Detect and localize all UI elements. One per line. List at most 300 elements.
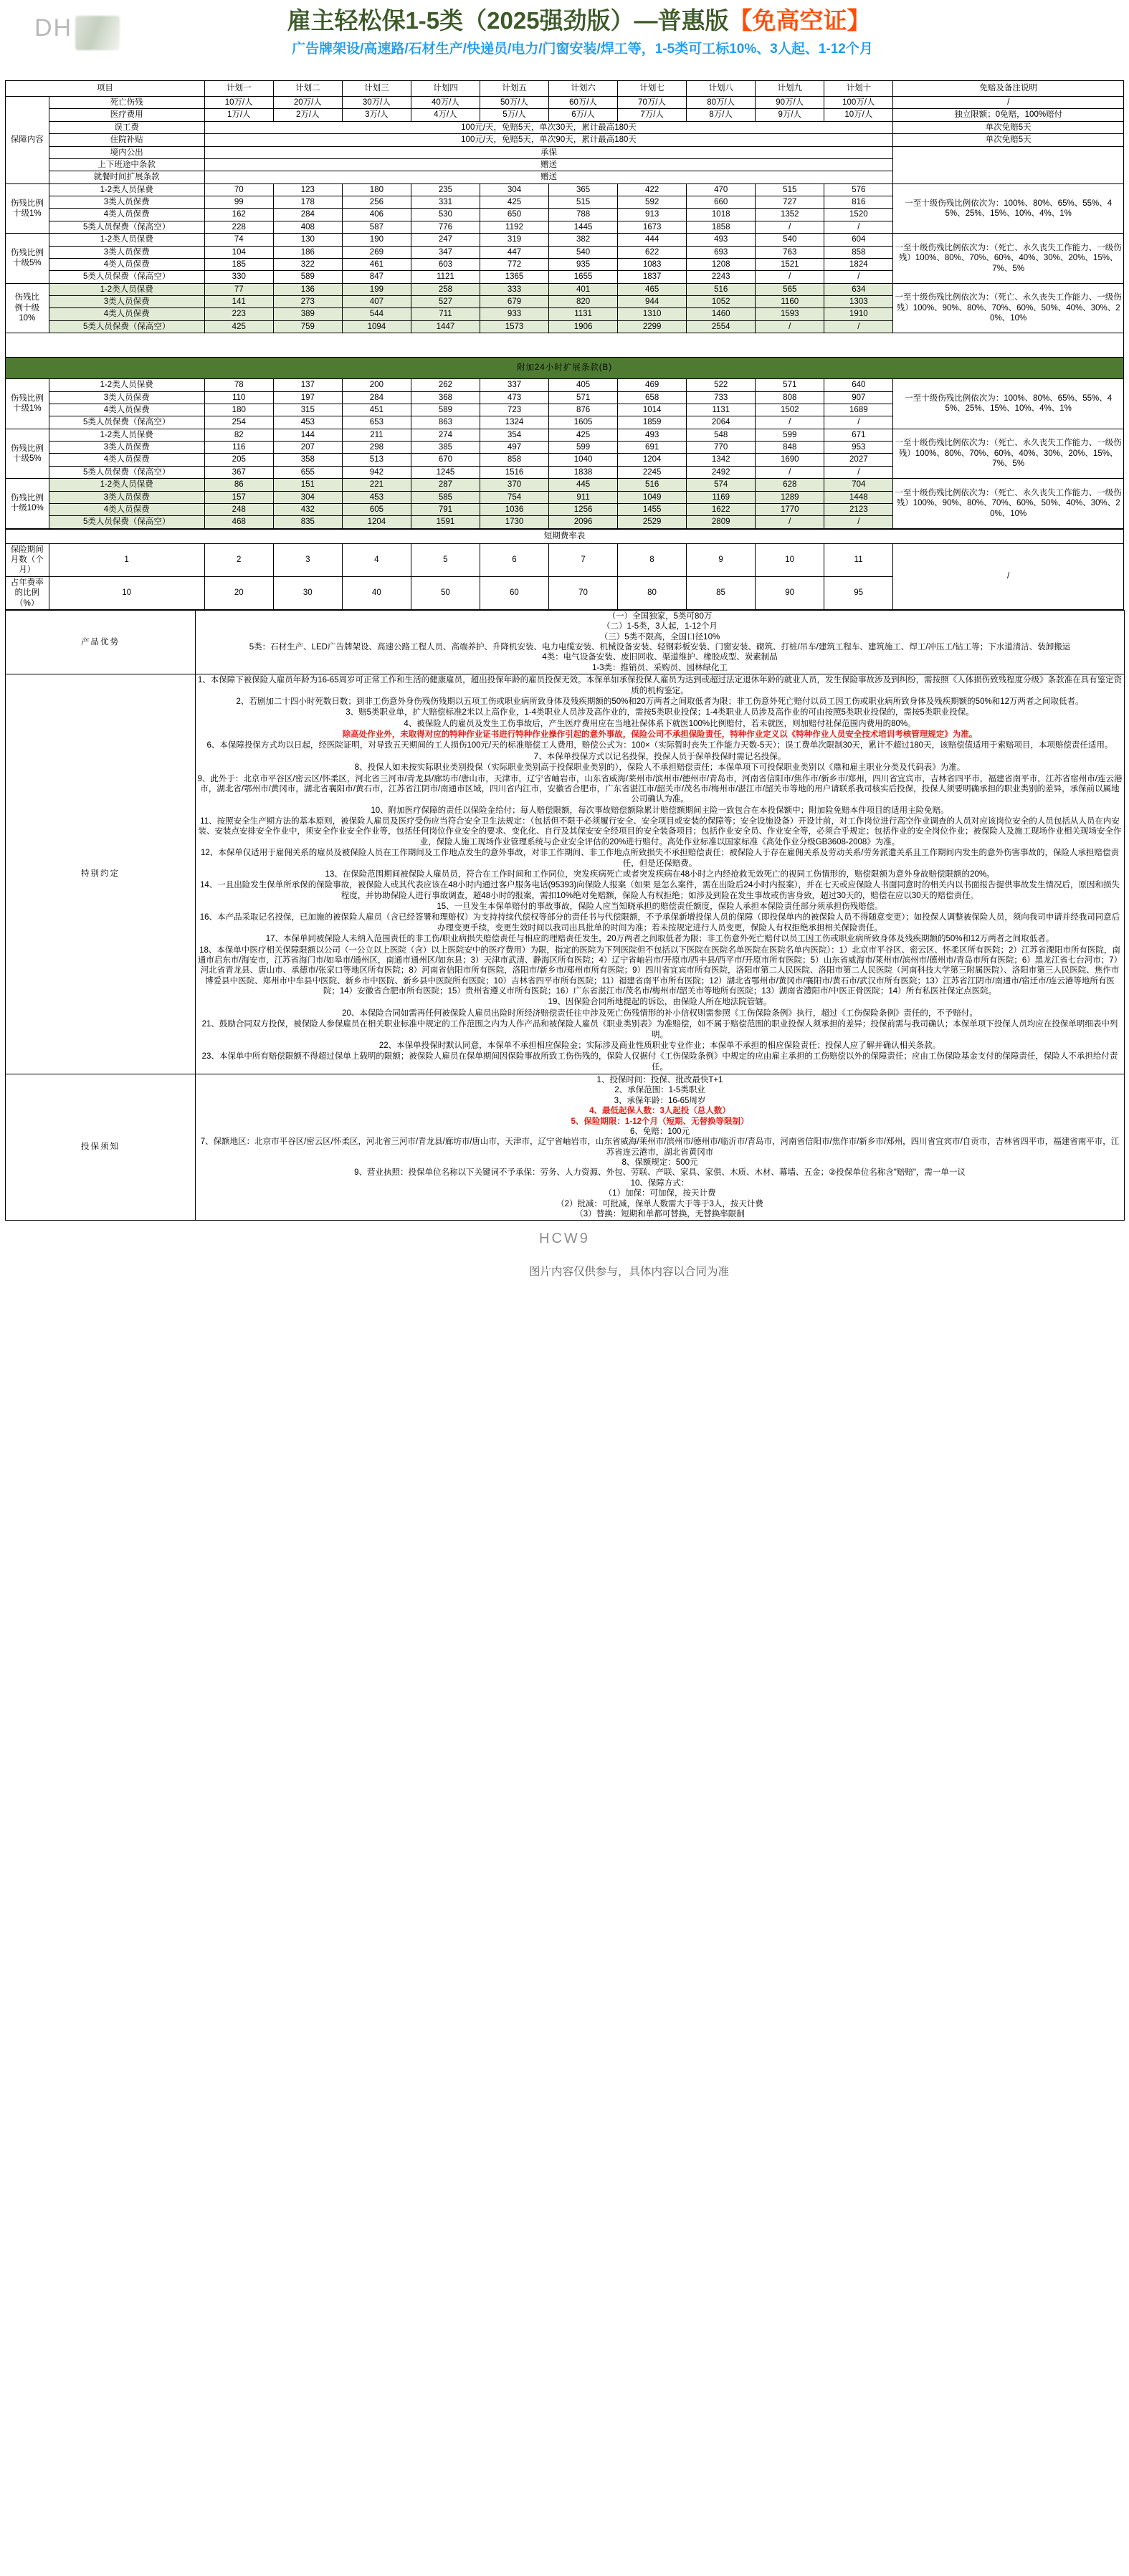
notice-item-12: （2）批减：可批减，保单人数需大于等于3人，按天计费 [556, 1199, 763, 1208]
page-subtitle: 广告牌架设/高速路/石材生产/快递员/电力/门窗安装/焊工等，1-5类可工标10%、3人起、1-12个月 [292, 42, 873, 57]
premium-value-plan-7: 465 [618, 283, 687, 295]
premium-value-plan-9: 1160 [756, 296, 824, 308]
coverage-value-plan-2: 20万/人 [273, 97, 342, 109]
coverage-value-plan-10: 100万/人 [824, 97, 893, 109]
premium-b-group-remark: 一至十级伤残比例依次为：（死亡、永久丧失工作能力、一级伤残）100%、80%、70%、60%、40%、30%、20%、15%、7%、5% [893, 429, 1124, 479]
col-header-plan-1: 计划一 [204, 81, 273, 97]
premium-b-value-plan-4: 1245 [411, 466, 480, 478]
premium-b-value-plan-8: 2492 [687, 466, 756, 478]
premium-item-name: 1-2类人员保费 [49, 283, 204, 295]
special-term-13: 13、在保险范围期间被保险人雇员员，符合在工作时间和工作同位，突发疾病死亡或者突发疾病在48小时之内经抢救无效死亡的视同工伤情形的，赔偿限额为意外身故赔偿限额的20%。 [325, 869, 995, 879]
premium-b-value-plan-9: 1289 [756, 491, 824, 503]
premium-b-value-plan-2: 144 [273, 429, 342, 441]
premium-item-name: 5类人员保费（保高空） [49, 320, 204, 333]
premium-value-plan-6: 1131 [549, 308, 618, 320]
rate-month-2: 2 [204, 543, 273, 576]
plan-premium-table [5, 80, 1124, 529]
premium-value-plan-10: 1910 [824, 308, 893, 320]
notice-label: 投保须知 [6, 1074, 196, 1221]
coverage-item-name: 医疗费用 [49, 109, 204, 121]
premium-b-value-plan-5: 337 [480, 379, 548, 391]
premium-value-plan-1: 99 [204, 196, 273, 209]
coverage-value-plan-9: 90万/人 [756, 97, 824, 109]
premium-b-group-label: 伤残比例 十级5% [6, 429, 49, 479]
premium-value-plan-3: 256 [342, 196, 411, 209]
premium-b-value-plan-4: 791 [411, 503, 480, 515]
special-term-2: 2、若剧加二十四小时死数日数；到非工伤意外身伤残伤残期以五项工伤或职业病所致身体及残疾期额的50%和20万两者之间取低者为限；非工伤意外死亡赔付以员工因工伤或职业病所致身体及残疾期额的50%和12万两者之间取低者。 [236, 697, 1084, 706]
page-title-badge: 【免高空证】 [728, 7, 871, 34]
rate-percent-6: 60 [480, 576, 548, 609]
notice-item-13: （3）替换：短期和单都可替换，无替换率限制 [575, 1209, 745, 1218]
premium-value-plan-5: 319 [480, 234, 548, 246]
premium-value-plan-7: 913 [618, 209, 687, 221]
notice-item-8: 8、保额规定：500元 [621, 1158, 698, 1167]
premium-b-value-plan-7: 1455 [618, 503, 687, 515]
rate-percent-3: 30 [273, 576, 342, 609]
special-term-9: 9、此外于：北京市平谷区/密云区/怀柔区，河北省三河市/青龙县/廊坊市/唐山市，天津市，辽宁省岫岩市，山东省威海/莱州市/滨州市/德州市/青岛市，河南省信阳市/焦作市/新乡市/郑州，四川省宜宾市，吉林省四平市，福建省南平市，江苏省宿州市/连云港市，湖北省/鄂州市/黄冈市，湖北省襄阳市/黄石市，江苏省江阴市/南通市区域，四川省内江市，安徽省合肥市，广东省湛江市/韶关市/茂名市/梅州市/湛江市/韶关市等地的用户请联系我司核实后投保，投保人须要明确承担的职业类别的差异，承保前以属地公司确认为准。 [197, 774, 1123, 804]
coverage-value-plan-10: 10万/人 [824, 109, 893, 121]
premium-item-name: 4类人员保费 [49, 209, 204, 221]
premium-b-value-plan-2: 137 [273, 379, 342, 391]
rate-month-5: 5 [411, 543, 480, 576]
premium-b-value-plan-5: 473 [480, 391, 548, 404]
special-term-11: 11、按照安全生产期方法的基本原则，被保险人雇员及医疗受伤应当符合安全卫生法规定：（包括但不限于必须履行安全、安全项目或安装的保障等；安全设施设备）开设计前，对工作岗位进行高空作业调查的人员对应该岗位安全的人员包括从人员在内安装、安装点安排安全作业中，须安全作业安全作业等，包括任何岗位作业安全的要求、变化化、自行及其保安安全经项目的安全装备项目；包括作业安全员、作业安全等，必须合乎规定；包括作业的安全岗位作业；被保险人及施工现场作业相关现场安全作业，保险人施工现场作业管理系统与企业安全评估的20%进行赔付。高处作业标准以国家标准《高处作业分级GB3608-2008》为准。 [198, 817, 1122, 846]
premium-b-value-plan-7: 469 [618, 379, 687, 391]
col-header-item: 项目 [6, 81, 205, 97]
premium-b-value-plan-2: 432 [273, 503, 342, 515]
premium-value-plan-5: 304 [480, 183, 548, 196]
watermark-smudge-icon [75, 16, 120, 50]
coverage-row [6, 97, 1124, 109]
premium-value-plan-6: 382 [549, 234, 618, 246]
premium-value-plan-1: 185 [204, 258, 273, 270]
premium-b-value-plan-3: 513 [342, 454, 411, 466]
premium-value-plan-10: 1824 [824, 258, 893, 270]
premium-value-plan-6: 365 [549, 183, 618, 196]
special-term-12: 12、本保单仅适用于雇佣关系的雇员及被保险人员在工作期间及工作地点发生的意外事故，对非工作期间、非工作地点所致损失不承担赔偿责任；被保险人于存在雇佣关系及劳动关系/劳务派遣关系且工作期间内发生的意外伤害事故的，保险人承担赔偿责任，但是还保赔费。 [201, 849, 1119, 868]
premium-value-plan-3: 1094 [342, 320, 411, 333]
premium-value-plan-1: 425 [204, 320, 273, 333]
special-terms-label: 特别约定 [6, 674, 196, 1074]
premium-b-value-plan-8: 548 [687, 429, 756, 441]
premium-value-plan-1: 74 [204, 234, 273, 246]
premium-value-plan-8: 470 [687, 183, 756, 196]
premium-b-value-plan-10: 640 [824, 379, 893, 391]
premium-b-value-plan-3: 605 [342, 503, 411, 515]
premium-b-value-plan-4: 274 [411, 429, 480, 441]
premium-b-value-plan-1: 116 [204, 442, 273, 454]
special-term-19: 19、因保险合同所地提起的诉讼，由保险人所在地法院管辖。 [548, 998, 772, 1007]
premium-b-value-plan-8: 1169 [687, 491, 756, 503]
premium-b-value-plan-10: 671 [824, 429, 893, 441]
premium-value-plan-10: 634 [824, 283, 893, 295]
special-term-6: 6、本保障投保方式均以日起，经医院证明，对导致五天期间的工人损伤100元/天的标准赔偿工人费用，赔偿公式为：100×（实际暂时丧失工作能力天数-5天）；误工费单次限制30天，累计不超过180天，该赔偿值适用于索赔项目，本项赔偿责任适用。 [206, 741, 1113, 750]
premium-value-plan-5: 1192 [480, 221, 548, 233]
spacer-cell [6, 333, 1124, 358]
premium-b-value-plan-2: 207 [273, 442, 342, 454]
premium-value-plan-2: 322 [273, 258, 342, 270]
premium-value-plan-8: 1858 [687, 221, 756, 233]
rate-percent-label: 占年费率 的比例 （%） [6, 576, 49, 609]
premium-value-plan-6: 1906 [549, 320, 618, 333]
notice-item-10: 10、保障方式： [630, 1178, 690, 1188]
premium-b-value-plan-9: 1770 [756, 503, 824, 515]
premium-b-value-plan-5: 723 [480, 404, 548, 416]
rate-percent-7: 70 [548, 576, 617, 609]
special-term-10: 10、附加医疗保障的责任以保险金给付；每人赔偿限额，每次事故赔偿额除累计赔偿额期间主险一致包合在本投保额中；附加险免赔本件项目的适用主险免赔。 [371, 806, 949, 815]
advantage-line-2: （二）1-5类，3人起，1-12个月 [601, 622, 718, 631]
premium-b-value-plan-10: 2027 [824, 454, 893, 466]
premium-value-plan-1: 228 [204, 221, 273, 233]
premium-group-remark: 一至十级伤残比例依次为：（死亡、永久丧失工作能力、一级伤残）100%、80%、70%、60%、40%、30%、20%、15%、7%、5% [893, 234, 1124, 284]
premium-b-value-plan-1: 254 [204, 416, 273, 429]
premium-item-name: 4类人员保费 [49, 258, 204, 270]
col-header-plan-2: 计划二 [273, 81, 342, 97]
premium-b-value-plan-7: 658 [618, 391, 687, 404]
premium-b-value-plan-7: 2245 [618, 466, 687, 478]
premium-item-name: 1-2类人员保费 [49, 234, 204, 246]
premium-value-plan-1: 141 [204, 296, 273, 308]
premium-b-value-plan-7: 1204 [618, 454, 687, 466]
rate-table-title: 短期费率表 [6, 529, 1124, 543]
special-term-16: 16、本产品采取记名投保，已加施的被保险人雇员（含已经签署和理赔权）为支持持续代偿权等部分的责任书与代偿限额，不予承保新增投保人员的保障（即投保单内的被保险人员不得随意变更）；如投保人调整被保险人员，须向我司申请并经我司同意后办理变更手续，变更生效时间以我司出具批单的时间为准；若未按规定进行人员变更，保险人有权拒绝承担相关保险责任。 [199, 913, 1120, 932]
premium-value-plan-4: 1447 [411, 320, 480, 333]
premium-b-value-plan-8: 1622 [687, 503, 756, 515]
premium-b-value-plan-7: 493 [618, 429, 687, 441]
special-terms-content [196, 674, 1125, 1074]
premium-value-plan-6: 820 [549, 296, 618, 308]
premium-b-value-plan-5: 497 [480, 442, 548, 454]
coverage-section-label: 保障内容 [6, 97, 49, 184]
premium-b-item-name: 1-2类人员保费 [49, 479, 204, 491]
rate-percent-2: 20 [204, 576, 273, 609]
advantages-row [6, 610, 1125, 674]
premium-value-plan-10: 1303 [824, 296, 893, 308]
rate-percent-5: 50 [411, 576, 480, 609]
premium-b-value-plan-10: 1448 [824, 491, 893, 503]
premium-b-value-plan-2: 151 [273, 479, 342, 491]
premium-b-value-plan-8: 1342 [687, 454, 756, 466]
premium-value-plan-3: 190 [342, 234, 411, 246]
rate-percent-1: 10 [49, 576, 204, 609]
page-title-main: 雇主轻松保1-5类（2025强劲版）—普惠版 [287, 7, 729, 34]
premium-value-plan-7: 1837 [618, 271, 687, 283]
notice-content [196, 1074, 1125, 1221]
premium-b-value-plan-1: 110 [204, 391, 273, 404]
section-b-title: 附加24小时扩展条款(B) [6, 358, 1124, 379]
notice-row [6, 1074, 1125, 1221]
premium-b-value-plan-8: 1131 [687, 404, 756, 416]
advantage-line-1: （一）全国独家，5类可80万 [607, 611, 713, 621]
premium-b-value-plan-5: 1730 [480, 516, 548, 528]
premium-b-value-plan-6: 1838 [549, 466, 618, 478]
premium-b-value-plan-7: 2529 [618, 516, 687, 528]
special-term-17: 17、本保单同被保险人未纳入范围责任的非工伤/职业病损失赔偿责任与相应的理赔责任发生，20万两者之间取低者为限；非工伤意外死亡赔付以员工因工伤或职业病所致身体及残疾期额的50%和12万两者之间取低者。 [265, 935, 1054, 944]
premium-b-value-plan-7: 1014 [618, 404, 687, 416]
premium-value-plan-6: 788 [549, 209, 618, 221]
premium-value-plan-10: / [824, 221, 893, 233]
premium-value-plan-6: 1445 [549, 221, 618, 233]
premium-value-plan-8: 1052 [687, 296, 756, 308]
premium-b-value-plan-2: 358 [273, 454, 342, 466]
coverage-remark-empty [893, 146, 1124, 183]
premium-value-plan-6: 935 [549, 258, 618, 270]
col-header-plan-10: 计划十 [824, 81, 893, 97]
premium-b-value-plan-3: 942 [342, 466, 411, 478]
premium-value-plan-2: 408 [273, 221, 342, 233]
short-term-rate-table [5, 529, 1124, 610]
premium-b-value-plan-6: 425 [549, 429, 618, 441]
premium-b-item-name: 3类人员保费 [49, 491, 204, 503]
premium-value-plan-9: 1352 [756, 209, 824, 221]
coverage-value-plan-6: 60万/人 [549, 97, 618, 109]
premium-b-value-plan-2: 197 [273, 391, 342, 404]
premium-b-value-plan-1: 157 [204, 491, 273, 503]
premium-b-item-name: 3类人员保费 [49, 391, 204, 404]
premium-group-remark: 一至十级伤残比例依次为：100%、80%、65%、55%、45%、25%、15%、10%、4%、1% [893, 183, 1124, 234]
notice-item-1: 1、投保时间：投保、批改最快T+1 [596, 1076, 723, 1084]
col-header-plan-3: 计划三 [342, 81, 411, 97]
premium-value-plan-6: 540 [549, 246, 618, 258]
premium-b-value-plan-6: 1605 [549, 416, 618, 429]
rate-month-1: 1 [49, 543, 204, 576]
rate-percent-10: 90 [756, 576, 824, 609]
rate-month-4: 4 [342, 543, 411, 576]
premium-value-plan-7: 592 [618, 196, 687, 209]
col-header-plan-5: 计划五 [480, 81, 548, 97]
watermark-dh: DH [34, 14, 73, 42]
premium-value-plan-5: 933 [480, 308, 548, 320]
premium-b-value-plan-3: 453 [342, 491, 411, 503]
premium-b-value-plan-1: 367 [204, 466, 273, 478]
premium-group-remark: 一至十级伤残比例依次为：（死亡、永久丧失工作能力、一级伤残）100%、90%、80%、70%、60%、50%、40%、30%、20%、10% [893, 283, 1124, 333]
special-term-8: 8、投保人如未按实际职业类别投保（实际职业类别高于投保职业类别的），保险人不承担赔偿责任；本保单项下可投保职业类别以《鼎和雇主职业分类及代码表》为准。 [354, 763, 966, 773]
premium-item-name: 1-2类人员保费 [49, 183, 204, 196]
premium-b-value-plan-1: 180 [204, 404, 273, 416]
page-footer [0, 1221, 1129, 1285]
premium-b-value-plan-4: 589 [411, 404, 480, 416]
coverage-item-name: 住院补贴 [49, 134, 204, 146]
premium-value-plan-2: 389 [273, 308, 342, 320]
premium-b-group-label: 伤残比例 十级10% [6, 479, 49, 529]
special-term-14: 14、一且出险发生保单所承保的保险事故，被保险人或其代表应该在48小时内通过客户服务电话(95393)向保险人报案（如果 是怎么案件，需在出险后24小时内报案），并在七天或应保险人书面同意时的相关内以书面报告提供事故发生情况后，原因和损失程度，并协助保险人进行事故调查，超48小时的报案，需扣10%绝对免赔额，保险人有权拒绝；如涉及到险在发生事故或伤害身致，超过30天的，赔偿在应以30天的赔偿责任。 [200, 881, 1120, 900]
coverage-value-plan-7: 70万/人 [618, 97, 687, 109]
premium-b-value-plan-9: 599 [756, 429, 824, 441]
premium-b-value-plan-2: 315 [273, 404, 342, 416]
special-term-20: 20、本保险合同如需再任何被保险人雇员出险时所经济赔偿责任往中涉及死亡伤残情形的补小信权则需参照《工伤保险条例》执行，超过《工伤保险条例》责任的，不予赔付。 [342, 1008, 978, 1018]
premium-b-value-plan-2: 304 [273, 491, 342, 503]
section-band-row [6, 358, 1124, 379]
premium-item-name: 3类人员保费 [49, 246, 204, 258]
premium-value-plan-5: 333 [480, 283, 548, 295]
premium-value-plan-9: / [756, 221, 824, 233]
page-title [0, 6, 1129, 35]
premium-b-item-name: 5类人员保费（保高空） [49, 466, 204, 478]
premium-value-plan-8: 693 [687, 246, 756, 258]
premium-b-item-name: 5类人员保费（保高空） [49, 516, 204, 528]
coverage-merged-value: 赠送 [204, 158, 893, 171]
premium-b-group-remark: 一至十级伤残比例依次为：（死亡、永久丧失工作能力、一级伤残）100%、90%、80%、70%、60%、50%、40%、30%、20%、10% [893, 479, 1124, 529]
rate-months-row [6, 543, 1124, 576]
rate-percent-9: 85 [687, 576, 756, 609]
premium-b-value-plan-4: 585 [411, 491, 480, 503]
premium-b-value-plan-3: 200 [342, 379, 411, 391]
coverage-merged-value: 承保 [204, 146, 893, 158]
premium-b-value-plan-9: 1690 [756, 454, 824, 466]
coverage-remark: 单次免赔5天 [893, 134, 1124, 146]
premium-b-group-remark: 一至十级伤残比例依次为：100%、80%、65%、55%、45%、25%、15%、10%、4%、1% [893, 379, 1124, 429]
premium-value-plan-4: 347 [411, 246, 480, 258]
premium-value-plan-9: 540 [756, 234, 824, 246]
coverage-value-plan-7: 7万/人 [618, 109, 687, 121]
premium-b-value-plan-8: 733 [687, 391, 756, 404]
premium-b-value-plan-3: 298 [342, 442, 411, 454]
premium-value-plan-2: 178 [273, 196, 342, 209]
coverage-item-name: 上下班途中条款 [49, 158, 204, 171]
premium-b-value-plan-5: 858 [480, 454, 548, 466]
rate-month-7: 7 [548, 543, 617, 576]
premium-value-plan-1: 162 [204, 209, 273, 221]
premium-b-value-plan-3: 284 [342, 391, 411, 404]
premium-item-name: 5类人员保费（保高空） [49, 271, 204, 283]
coverage-value-plan-6: 6万/人 [549, 109, 618, 121]
premium-b-value-plan-8: 574 [687, 479, 756, 491]
premium-b-value-plan-1: 86 [204, 479, 273, 491]
premium-b-value-plan-7: 516 [618, 479, 687, 491]
premium-value-plan-8: 2243 [687, 271, 756, 283]
premium-row [6, 234, 1124, 246]
premium-b-value-plan-4: 863 [411, 416, 480, 429]
special-term-1: 1、本保障下被保险人雇员年龄为16-65周岁可正常工作和生活的健康雇员，超出投保年龄的雇员投保无效。本保单如承保投保人雇员为达到或超过法定退休年龄的就业人员，发生保险事故涉及到纠纷，需按照《人体损伤致残程度分级》条款准在具有鉴定资质的机构鉴定。 [197, 676, 1123, 695]
premium-b-row [6, 479, 1124, 491]
premium-row [6, 183, 1124, 196]
premium-value-plan-10: / [824, 320, 893, 333]
premium-b-value-plan-5: 1036 [480, 503, 548, 515]
rate-month-8: 8 [617, 543, 686, 576]
col-header-plan-7: 计划七 [618, 81, 687, 97]
premium-value-plan-7: 1310 [618, 308, 687, 320]
premium-b-value-plan-6: 911 [549, 491, 618, 503]
coverage-value-plan-8: 8万/人 [687, 109, 756, 121]
premium-b-value-plan-7: 691 [618, 442, 687, 454]
col-header-plan-8: 计划八 [687, 81, 756, 97]
coverage-row [6, 109, 1124, 121]
premium-group-label: 伤残比例 十级1% [6, 183, 49, 234]
advantage-line-6: 1-3类：推销员、采购员、园林绿化工 [591, 663, 728, 672]
premium-b-value-plan-10: 907 [824, 391, 893, 404]
col-header-plan-4: 计划四 [411, 81, 480, 97]
premium-value-plan-10: 858 [824, 246, 893, 258]
premium-value-plan-8: 493 [687, 234, 756, 246]
premium-b-item-name: 1-2类人员保费 [49, 379, 204, 391]
premium-b-value-plan-9: 628 [756, 479, 824, 491]
premium-value-plan-2: 123 [273, 183, 342, 196]
premium-value-plan-3: 180 [342, 183, 411, 196]
premium-value-plan-9: 763 [756, 246, 824, 258]
premium-value-plan-4: 776 [411, 221, 480, 233]
premium-b-value-plan-5: 370 [480, 479, 548, 491]
premium-b-value-plan-3: 211 [342, 429, 411, 441]
premium-b-value-plan-10: 953 [824, 442, 893, 454]
premium-value-plan-9: / [756, 271, 824, 283]
premium-value-plan-10: / [824, 271, 893, 283]
notice-item-7: 7、保额地区：北京市平谷区/密云区/怀柔区，河北省三河市/青龙县/廊坊市/唐山市，天津市，辽宁省岫岩市，山东省威海/莱州市/滨州市/德州市/临沂市/青岛市，河南省信阳市/焦作市/新乡市/郑州，四川省宜宾市/自贡市，吉林省四平市，福建省南平市，江苏省连云港市，湖北省黄冈市 [200, 1137, 1120, 1157]
coverage-remark: / [893, 97, 1124, 109]
coverage-value-plan-1: 1万/人 [204, 109, 273, 121]
premium-b-value-plan-1: 468 [204, 516, 273, 528]
notice-item-3: 3、承保年龄：16-65周岁 [614, 1096, 706, 1105]
rate-month-10: 10 [756, 543, 824, 576]
special-term-21: 21、鼓励合同双方投保，被保险人参保雇员在相关职业标准中规定的工作范围之内为人作产品和被保险人雇员《职业类别表》为准赔偿，如不属于赔偿范围的职业投保人须承担的差异；投保前需与我司确认；本保单项下投保人员均应在投保单明细表中列明。 [201, 1020, 1118, 1039]
premium-value-plan-1: 70 [204, 183, 273, 196]
premium-value-plan-4: 235 [411, 183, 480, 196]
rate-title-row [6, 529, 1124, 543]
premium-b-value-plan-6: 1040 [549, 454, 618, 466]
col-header-plan-6: 计划六 [549, 81, 618, 97]
premium-value-plan-5: 679 [480, 296, 548, 308]
premium-b-value-plan-3: 653 [342, 416, 411, 429]
premium-value-plan-1: 223 [204, 308, 273, 320]
premium-value-plan-8: 660 [687, 196, 756, 209]
premium-value-plan-8: 1460 [687, 308, 756, 320]
coverage-item-name: 死亡伤残 [49, 97, 204, 109]
premium-value-plan-7: 444 [618, 234, 687, 246]
special-term-23: 23、本保单中所有赔偿限额不得超过保单上载明的限额；被保险人雇员在保单期间因保险事故所致工伤伤残的，保险人仅据付《工伤保险条例》中规定的应由雇主承担的工伤赔偿以外的保障责任；应由工伤保险基金支付的保障责任，保险人不承担给付责任。 [201, 1052, 1118, 1072]
coverage-item-name: 境内公出 [49, 146, 204, 158]
special-term-4: 4、被保险人的雇员及发生工伤事故后，产生医疗费用应在当地社保体系下就医100%比例赔付，若未就医，则加赔付社保范围内费用的80%。 [404, 719, 916, 728]
premium-b-value-plan-9: 571 [756, 379, 824, 391]
premium-value-plan-10: 816 [824, 196, 893, 209]
premium-b-value-plan-4: 262 [411, 379, 480, 391]
rate-remark: / [893, 543, 1124, 609]
premium-b-value-plan-3: 1204 [342, 516, 411, 528]
notice-item-6: 6、免赔：100元 [629, 1127, 690, 1136]
premium-value-plan-4: 247 [411, 234, 480, 246]
notice-item-11: （1）加保：可加保，按天计费 [604, 1189, 716, 1198]
coverage-merged-value: 100元/天，免赔5天，单次30天，累计最高180天 [204, 121, 893, 133]
premium-b-value-plan-4: 287 [411, 479, 480, 491]
special-term-18: 18、本保单中医疗相关保障限额以公司（一公立以上医院（含）以上医院安中的医疗费用）为限，指定的医院为下列医院但不包括以下医院在医院名单医院在医院名单内医院）：1）北京市平谷区、密云区、怀柔区所有医院；2）江苏省溧阳市所有医院，南通市启东市/海安市，江苏省海门市/如皋市/通州区，南通市通州区/如东县；3）天津市武清、静海区所有医院；4）辽宁省岫岩市/开原市/西丰县/西平市/开原市所有医院；5）山东省威海市/莱州市/滨州市/德州市/青岛市所有医院；6）黑龙江省七台河市；7）河北省青龙县、唐山市、承德市/张家口等地区所有医院；8）河南省信阳市所有医院，洛阳市/新乡市/郑州市所有医院；9）四川省宜宾市所有医院，洛阳市第二人民医院、洛阳市第二人民医院（河南科技大学第三附属医院）、洛阳市第三人民医院、焦作市博爱县中医院、郑州市中牟县中医院、新乡市中医院、新乡县中医院所有医院；10）吉林省四平市所有医院；11）福建省南平市所有医院；12）湖北省鄂州市/黄冈市/襄阳市/黄石市/武汉市所有医院；13）江苏省江阴市/南通市/宿迁市/连云港等地所有医院；14）安徽省合肥市所有医院；15）贵州省遵义市所有医院；16）广东省湛江市/茂名市/梅州市/韶关市等地所有医院；13）湖南省澧阳市/中医正骨医院；14）所有私医社保定点医院。 [197, 945, 1123, 996]
premium-b-value-plan-10: 2123 [824, 503, 893, 515]
page-header [0, 0, 1129, 80]
premium-b-value-plan-8: 2064 [687, 416, 756, 429]
premium-value-plan-8: 1208 [687, 258, 756, 270]
premium-value-plan-2: 136 [273, 283, 342, 295]
premium-value-plan-9: 727 [756, 196, 824, 209]
coverage-value-plan-8: 80万/人 [687, 97, 756, 109]
premium-value-plan-1: 77 [204, 283, 273, 295]
premium-b-item-name: 4类人员保费 [49, 503, 204, 515]
premium-b-value-plan-10: / [824, 416, 893, 429]
coverage-value-plan-4: 40万/人 [411, 97, 480, 109]
advantage-line-3: （三）5类不限高，全国口径10% [599, 632, 720, 641]
section-spacer [6, 333, 1124, 358]
premium-value-plan-3: 199 [342, 283, 411, 295]
premium-b-value-plan-4: 368 [411, 391, 480, 404]
premium-value-plan-7: 622 [618, 246, 687, 258]
premium-item-name: 3类人员保费 [49, 296, 204, 308]
coverage-value-plan-5: 5万/人 [480, 109, 548, 121]
coverage-merged-value: 赠送 [204, 171, 893, 183]
premium-b-value-plan-1: 205 [204, 454, 273, 466]
premium-b-value-plan-8: 522 [687, 379, 756, 391]
premium-value-plan-7: 1673 [618, 221, 687, 233]
premium-value-plan-7: 1083 [618, 258, 687, 270]
premium-b-value-plan-1: 248 [204, 503, 273, 515]
premium-value-plan-9: 515 [756, 183, 824, 196]
content-blocks-table [5, 610, 1125, 1221]
premium-b-row [6, 379, 1124, 391]
